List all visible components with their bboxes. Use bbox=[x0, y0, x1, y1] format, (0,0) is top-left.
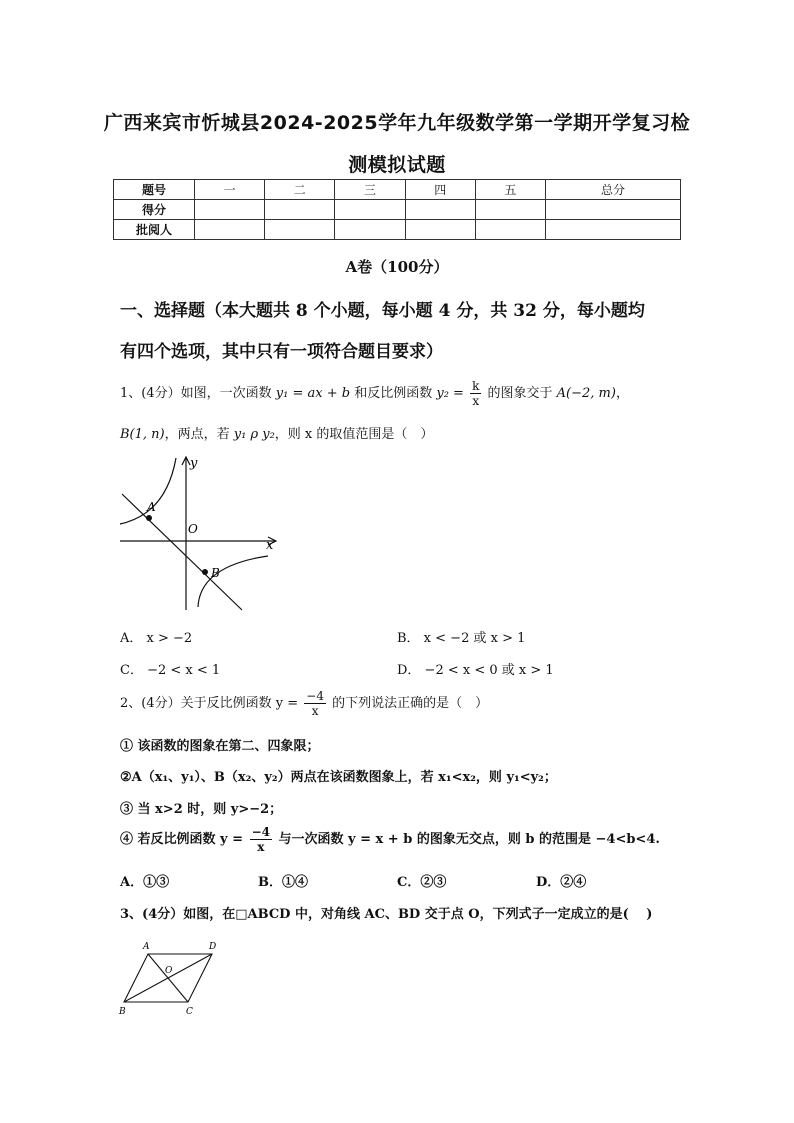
q1-frac-num: k bbox=[472, 379, 480, 393]
score-row-label: 得分 bbox=[114, 200, 195, 220]
q1-mid: 和反比例函数 bbox=[354, 386, 433, 401]
q1-option-c[interactable]: C． −2 < x < 1 bbox=[120, 663, 221, 678]
score-cell[interactable] bbox=[265, 220, 335, 240]
q3-parallelogram-figure bbox=[116, 938, 226, 1020]
hyperbola-branch-upper bbox=[120, 458, 176, 524]
q2-s4-fraction bbox=[250, 826, 272, 853]
score-table-row bbox=[114, 220, 681, 240]
score-cell[interactable] bbox=[475, 220, 545, 240]
q1-graph-figure bbox=[116, 452, 286, 614]
question-1-line-1 bbox=[120, 380, 629, 407]
q1-option-b[interactable]: B． x < −2 或 x > 1 bbox=[397, 631, 526, 646]
score-header-cell: 三 bbox=[335, 180, 405, 200]
q2-s4-prefix: ④ 若反比例函数 y = bbox=[120, 832, 244, 847]
q1-option-a[interactable]: A． x > −2 bbox=[120, 631, 193, 646]
q2-statement-1: ① 该函数的图象在第二、四象限； bbox=[120, 739, 320, 754]
linear-function-line bbox=[122, 494, 242, 610]
label-y: y bbox=[190, 456, 198, 471]
score-cell[interactable] bbox=[546, 200, 681, 220]
q2-statement-3: ③ 当 x>2 时，则 y>−2； bbox=[120, 802, 283, 817]
exam-title-line-1: 广西来宾市忻城县2024-2025学年九年级数学第一学期开学复习检 bbox=[103, 112, 691, 134]
score-header-cell: 总分 bbox=[546, 180, 681, 200]
q2-s4-suffix: 与一次函数 y = x + b 的图象无交点，则 b 的范围是 −4<b<4. bbox=[278, 832, 660, 847]
question-1-line-2 bbox=[120, 423, 433, 442]
vertex-label-d: D bbox=[209, 942, 217, 952]
score-cell[interactable] bbox=[265, 200, 335, 220]
q1-option-d[interactable]: D． −2 < x < 0 或 x > 1 bbox=[397, 663, 554, 678]
q1-prefix: 1、(4分）如图，一次函数 bbox=[120, 386, 272, 401]
score-cell[interactable] bbox=[195, 200, 265, 220]
score-header-cell: 题号 bbox=[114, 180, 195, 200]
q1-frac-den: x bbox=[472, 394, 480, 408]
score-header-cell: 一 bbox=[195, 180, 265, 200]
score-header-cell: 二 bbox=[265, 180, 335, 200]
q2-s4-num: −4 bbox=[251, 825, 270, 839]
score-header-cell: 四 bbox=[405, 180, 475, 200]
q2-statement-2: ②A（x₁、y₁）、B（x₂、y₂）两点在该函数图象上，若 x₁<x₂，则 y₁<y₂； bbox=[120, 770, 557, 785]
question-3-stem: 3、(4分）如图，在□ABCD 中，对角线 AC、BD 交于点 O，下列式子一定成立的是( ) bbox=[120, 907, 653, 922]
score-table bbox=[113, 179, 681, 240]
q2-option-c[interactable]: C．②③ bbox=[397, 875, 447, 890]
label-o: O bbox=[188, 522, 198, 536]
label-x: x bbox=[266, 538, 274, 553]
q1-fraction bbox=[470, 380, 481, 407]
q1-point-b: B(1, n) bbox=[120, 427, 165, 442]
score-header-cell: 五 bbox=[475, 180, 545, 200]
q2-frac-den: x bbox=[311, 704, 319, 718]
section-heading-line-1: 一、选择题（本大题共 8 个小题，每小题 4 分，共 32 分，每小题均 bbox=[120, 301, 645, 321]
vertex-label-c: C bbox=[186, 1007, 193, 1017]
exam-title-line-2: 测模拟试题 bbox=[348, 154, 446, 176]
point-a-dot bbox=[146, 515, 152, 521]
score-cell[interactable] bbox=[195, 220, 265, 240]
q1-line2-end: ，则 x 的取值范围是（ ） bbox=[274, 427, 434, 442]
q1-after: 的图象交于 bbox=[487, 386, 553, 401]
hyperbola-branch-lower bbox=[198, 556, 268, 607]
score-cell[interactable] bbox=[335, 200, 405, 220]
q1-y2-lhs: y₂ = bbox=[436, 386, 464, 401]
score-cell[interactable] bbox=[335, 220, 405, 240]
score-table-header-row bbox=[114, 180, 681, 200]
vertex-label-b: B bbox=[119, 1007, 126, 1017]
score-cell[interactable] bbox=[405, 200, 475, 220]
q2-statement-4 bbox=[120, 826, 660, 853]
score-cell[interactable] bbox=[405, 220, 475, 240]
q2-fraction bbox=[304, 690, 326, 717]
q2-option-a[interactable]: A．①③ bbox=[120, 875, 170, 890]
score-row-label: 批阅人 bbox=[114, 220, 195, 240]
q1-line2: ，两点，若 bbox=[164, 427, 230, 442]
score-table-row bbox=[114, 200, 681, 220]
q2-option-b[interactable]: B．①④ bbox=[258, 875, 308, 890]
q2-option-d[interactable]: D．②④ bbox=[536, 875, 587, 890]
score-cell[interactable] bbox=[475, 200, 545, 220]
label-a: A bbox=[147, 500, 156, 514]
volume-a-heading: A卷（100分） bbox=[345, 258, 449, 276]
point-b-dot bbox=[202, 569, 208, 575]
q2-prefix: 2、(4分）关于反比例函数 y = bbox=[120, 696, 299, 711]
center-label-o: O bbox=[165, 966, 173, 976]
section-heading-line-2: 有四个选项，其中只有一项符合题目要求） bbox=[120, 342, 443, 362]
q2-s4-den: x bbox=[257, 840, 265, 854]
q1-point-a: A(−2, m) bbox=[556, 386, 616, 401]
label-b: B bbox=[211, 566, 220, 580]
q2-frac-num: −4 bbox=[306, 689, 324, 703]
q2-suffix: 的下列说法正确的是（ ） bbox=[332, 696, 489, 711]
score-cell[interactable] bbox=[546, 220, 681, 240]
q1-condition: y₁ ρ y₂ bbox=[233, 427, 275, 442]
diagonal-bd bbox=[124, 954, 212, 1002]
vertex-label-a: A bbox=[143, 942, 150, 952]
q1-comma: ， bbox=[615, 386, 629, 401]
q1-y1-expr: y₁ = ax + b bbox=[275, 386, 351, 401]
question-2-stem bbox=[120, 690, 488, 717]
